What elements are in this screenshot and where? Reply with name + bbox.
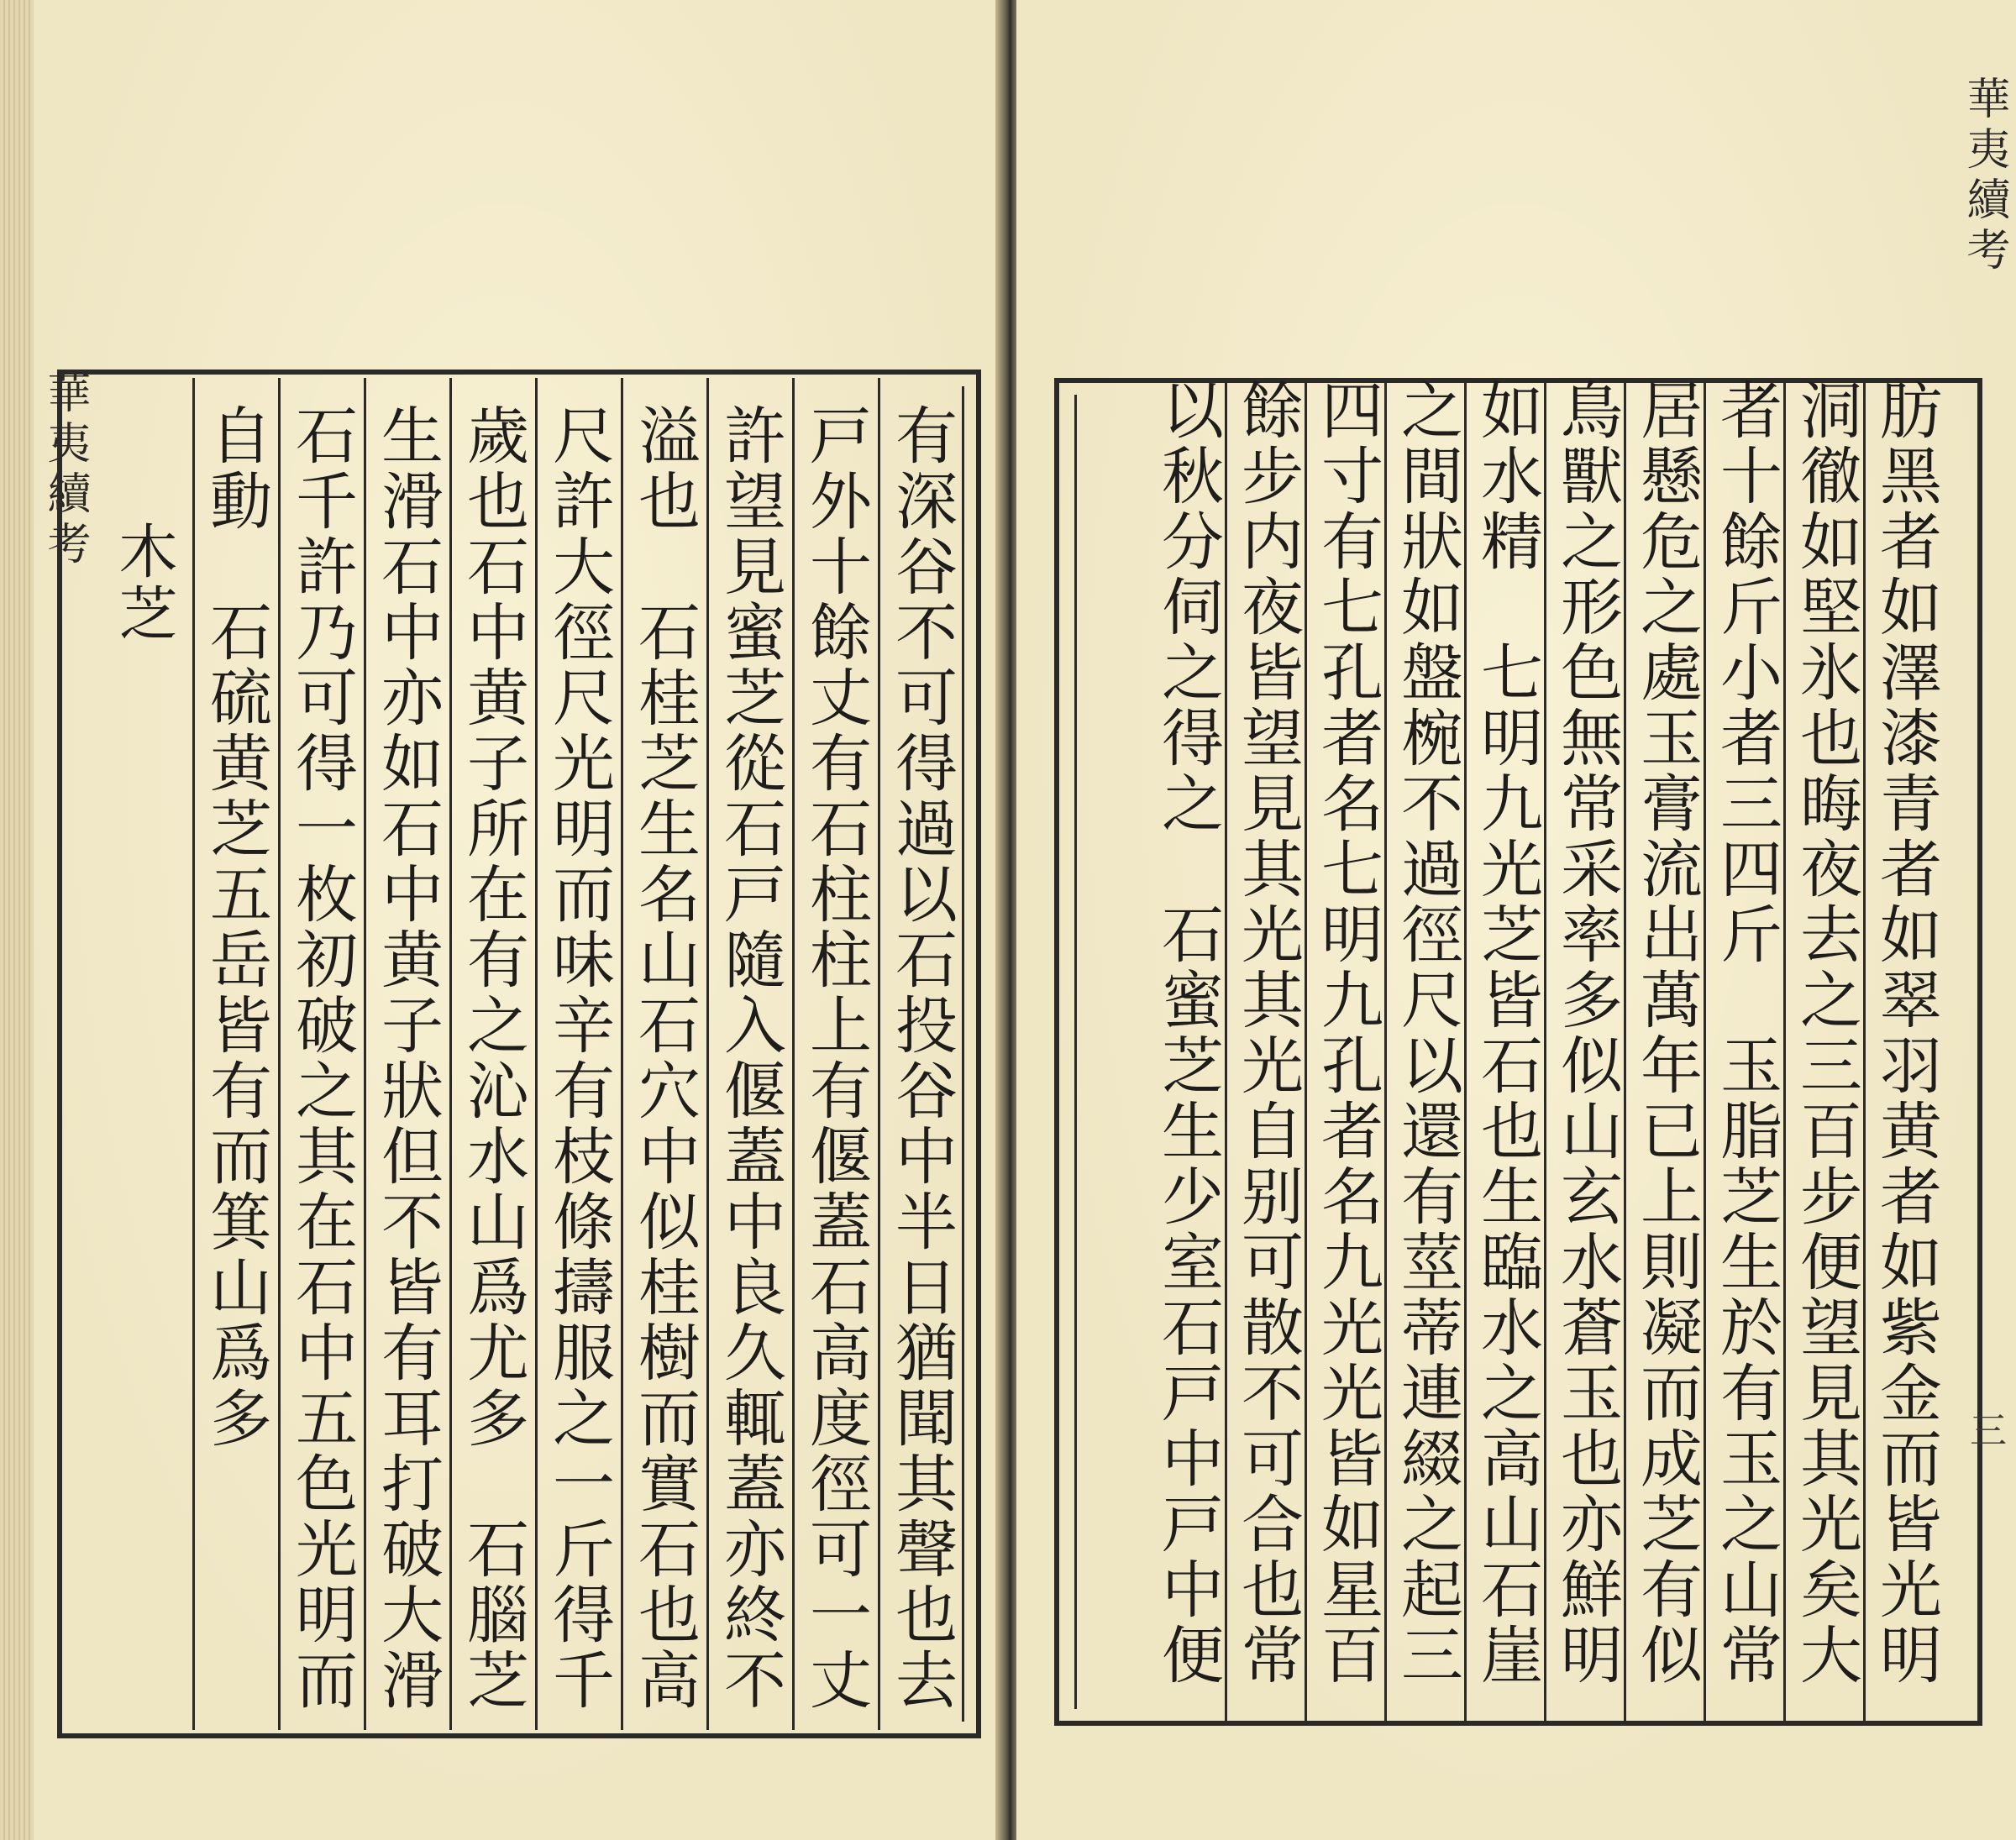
text-column: 有深谷不可得過以石投谷中半日猶聞其聲也去 — [885, 403, 958, 1713]
text-column: 戸外十餘丈有石柱柱上有偃蓋石高度徑可一丈 — [800, 403, 872, 1713]
right-page-folio: 三 — [1963, 1411, 2006, 1448]
column-rule — [792, 378, 795, 1730]
column-rule — [1305, 382, 1307, 1722]
text-column: 居懸危之處玉膏流出萬年已上則凝而成芝有似 — [1630, 378, 1703, 1688]
text-column: 肪黑者如澤漆青者如翠羽黄者如紫金而皆光明 — [1870, 378, 1942, 1688]
column-rule — [278, 378, 281, 1730]
column-rule — [621, 378, 623, 1730]
text-column: 溢也 石桂芝生名山石穴中似桂樹而實石也高 — [628, 403, 701, 1713]
column-rule — [535, 378, 538, 1730]
text-column: 許望見蜜芝從石戸隨入偃蓋中良久輒蓋亦終不 — [714, 403, 786, 1713]
column-rule — [1544, 382, 1546, 1722]
column-rule — [1863, 382, 1866, 1722]
text-column: 尺許大徑尺光明而味辛有枝條擣服之一斤得千 — [543, 403, 615, 1713]
left-page-header: 華夷續考 — [39, 370, 90, 571]
text-column: 如水精 七明九光芝皆石也生臨水之高山石崖 — [1471, 378, 1543, 1688]
column-rule — [706, 378, 709, 1730]
column-rule — [192, 378, 195, 1730]
text-column: 歲也石中黄子所在有之沁水山爲尤多 石腦芝 — [457, 403, 529, 1713]
column-rule — [364, 378, 366, 1730]
text-column: 之間狀如盤椀不過徑尺以還有莖蒂連綴之起三 — [1391, 378, 1463, 1688]
text-column: 石千許乃可得一枚初破之其在石中五色光明而 — [286, 403, 358, 1713]
page-edges — [0, 0, 34, 1840]
column-rule — [1783, 382, 1786, 1722]
column-rule — [1464, 382, 1467, 1722]
column-rule — [1384, 382, 1387, 1722]
text-column: 洞徹如堅氷也晦夜去之三百步便望見其光矣大 — [1790, 378, 1862, 1688]
column-rule — [1225, 382, 1227, 1722]
text-column: 以秋分伺之得之 石蜜芝生少室石戸中戸中便 — [1152, 378, 1224, 1688]
text-column: 者十餘斤小者三四斤 玉脂芝生於有玉之山常 — [1710, 378, 1782, 1688]
right-page-header: 華夷續考 — [1959, 76, 2009, 277]
section-heading: 木芝 — [109, 521, 178, 645]
column-rule — [878, 378, 880, 1730]
text-column: 餘步内夜皆望見其光其光自别可散不可合也常 — [1231, 378, 1304, 1688]
column-rule — [449, 378, 452, 1730]
text-column: 四寸有七孔者名七明九孔者名九光光皆如星百 — [1311, 378, 1383, 1688]
text-column: 生滑石中亦如石中黄子狀但不皆有耳打破大滑 — [371, 403, 444, 1713]
text-column: 自動 石硫黄芝五岳皆有而箕山爲多 — [200, 403, 272, 1451]
column-rule — [1704, 382, 1706, 1722]
text-column: 鳥獸之形色無常采率多似山玄水蒼玉也亦鮮明 — [1551, 378, 1623, 1688]
column-rule — [1624, 382, 1626, 1722]
